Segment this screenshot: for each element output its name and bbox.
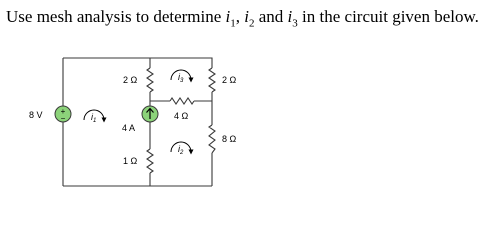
question-var-i1: i <box>225 7 231 26</box>
wire-top-left <box>63 58 150 68</box>
mesh-label-i2: $i_2$ <box>178 144 184 156</box>
question-sub-3: 3 <box>292 17 298 30</box>
mesh-current-i2 <box>171 142 191 156</box>
question-var-i3: i <box>287 7 293 26</box>
voltage-source-minus-sign: − <box>60 114 66 123</box>
resistor-bottom-left-label: 1 Ω <box>123 156 138 166</box>
resistor-middle-label: 4 Ω <box>174 111 189 121</box>
resistor-top-right-symbol <box>209 68 215 92</box>
voltage-source-label: 8 V <box>29 110 43 120</box>
mesh-label-i3: $i_3$ <box>178 72 184 84</box>
question-sub-2: 2 <box>249 17 255 30</box>
question-text-start: Use mesh analysis to determine <box>6 7 226 26</box>
resistor-top-right-label: 2 Ω <box>222 75 237 85</box>
resistor-bottom-right-label: 8 Ω <box>222 134 237 144</box>
mesh-current-i1 <box>84 110 104 124</box>
resistor-bottom-right-symbol <box>209 125 215 153</box>
resistor-bottom-left-symbol <box>147 149 153 173</box>
resistor-middle-symbol <box>170 98 194 104</box>
current-source-label: 4 A <box>122 123 136 133</box>
mesh-label-i1: $i_1$ <box>91 112 97 124</box>
voltage-source-plus-sign: + <box>60 107 66 116</box>
resistor-top-left-label: 2 Ω <box>123 75 138 85</box>
wire-top-right <box>150 58 212 68</box>
circuit-wires <box>60 58 212 186</box>
current-source <box>122 106 158 133</box>
question-separator-2: and <box>254 7 288 26</box>
resistor-top-left-symbol <box>147 68 153 92</box>
question-separator-1: , <box>235 7 245 26</box>
mesh-current-i3 <box>171 70 191 84</box>
question-text-end: in the circuit given below. <box>297 7 479 26</box>
voltage-source <box>29 106 71 123</box>
question-var-i2: i <box>244 7 249 26</box>
question-sub-1: 1 <box>230 17 236 30</box>
